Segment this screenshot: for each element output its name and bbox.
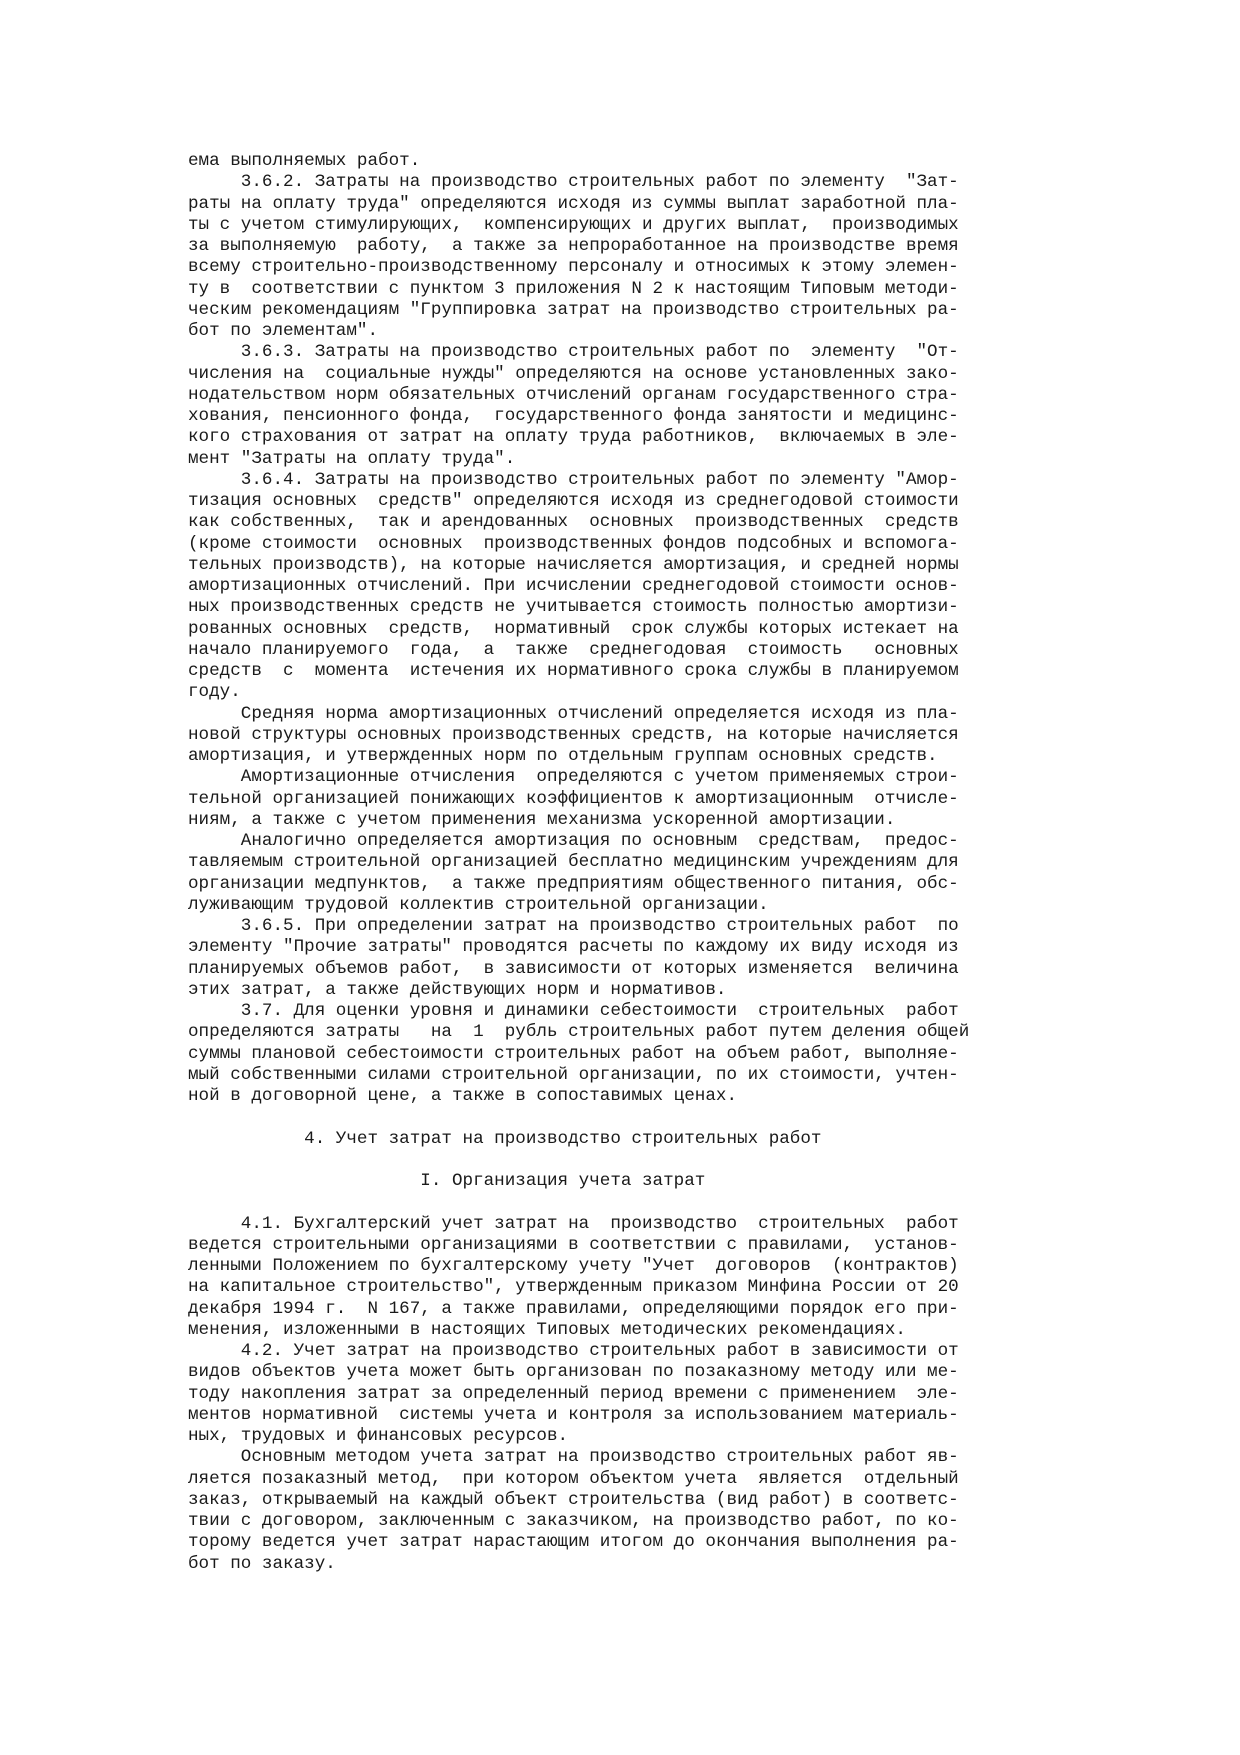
text-line: раты на оплату труда" определяются исходя из суммы выплат заработной пла- (188, 193, 959, 214)
text-line: рованных основных средств, нормативный срок службы которых истекает на (188, 618, 959, 639)
text-line: этих затрат, а также действующих норм и нормативов. (188, 979, 727, 1000)
text-line: хования, пенсионного фонда, государственного фонда занятости и медицинс- (188, 406, 959, 426)
text-line: тельной организацией понижающих коэффициентов к амортизационным отчисле- (188, 788, 959, 809)
text-line: средств с момента истечения их нормативного срока службы в планируемом (188, 661, 959, 681)
text-line: бот по заказу. (188, 1553, 336, 1574)
text-line: кого страхования от затрат на оплату труда работников, включаемых в эле- (188, 427, 959, 448)
text-line: 3.6.4. Затраты на производство строительных работ по элементу "Амор- (188, 469, 959, 490)
text-line: менения, изложенными в настоящих Типовых методических рекомендациях. (188, 1319, 906, 1340)
text-line: амортизационных отчислений. При исчислении среднегодовой стоимости основ- (188, 576, 959, 596)
text-line: 3.7. Для оценки уровня и динамики себестоимости строительных работ (188, 1001, 959, 1021)
text-line (188, 1150, 969, 1171)
text-line: видов объектов учета может быть организован по позаказному методу или ме- (188, 1362, 959, 1383)
text-line: ведется строительными организациями в соответствии с правилами, установ- (188, 1234, 959, 1255)
text-line: декабря 1994 г. N 167, а также правилами, определяющими порядок его при- (188, 1298, 959, 1319)
text-line: всему строительно-производственному персоналу и относимых к этому элемен- (188, 257, 959, 278)
text-line: I. Организация учета затрат (188, 1171, 706, 1191)
text-line: планируемых объемов работ, в зависимости от которых изменяется величина (188, 958, 959, 979)
text-line: 4.2. Учет затрат на производство строительных работ в зависимости от (188, 1341, 959, 1361)
text-line: ляется позаказный метод, при котором объектом учета является отдельный (188, 1468, 959, 1489)
text-line: определяются затраты на 1 рубль строительных работ путем деления общей (188, 1022, 970, 1043)
text-line: бот по элементам". (188, 321, 379, 341)
text-line: Аналогично определяется амортизация по основным средствам, предос- (188, 831, 959, 851)
text-line: твии с договором, заключенным с заказчиком, на производство работ, по ко- (188, 1511, 959, 1531)
text-line: как собственных, так и арендованных основных производственных средств (188, 512, 959, 533)
text-line: году. (188, 682, 241, 703)
text-line: (кроме стоимости основных производственных фондов подсобных и вспомога- (188, 533, 959, 554)
text-line: новой структуры основных производственных средств, на которые начисляется (188, 724, 959, 745)
text-line: тавляемым строительной организацией бесплатно медицинским учреждениям для (188, 852, 959, 873)
text-line: ных производственных средств не учитывается стоимость полностью амортизи- (188, 597, 959, 618)
text-line: тельных производств), на которые начисляется амортизация, и средней нормы (188, 554, 959, 575)
text-line: тоду накопления затрат за определенный период времени с применением эле- (188, 1383, 959, 1404)
text-line: ема выполняемых работ. (188, 151, 421, 171)
text-line: тизация основных средств" определяются исходя из среднегодовой стоимости (188, 491, 959, 511)
text-line: ных, трудовых и финансовых ресурсов. (188, 1426, 569, 1446)
text-line: 3.6.5. При определении затрат на производство строительных работ по (188, 916, 959, 936)
text-line: Амортизационные отчисления определяются с учетом применяемых строи- (188, 767, 959, 788)
text-line: 4. Учет затрат на производство строительных работ (188, 1128, 822, 1149)
text-line: заказ, открываемый на каждый объект строительства (вид работ) в соответс- (188, 1489, 959, 1510)
text-line: нодательством норм обязательных отчислений органам государственного стра- (188, 384, 959, 405)
text-line: ниям, а также с учетом применения механизма ускоренной амортизации. (188, 809, 896, 830)
text-line: Средняя норма амортизационных отчислений определяется исходя из пла- (188, 703, 959, 724)
text-line: ческим рекомендациям "Группировка затрат на производство строительных ра- (188, 299, 959, 320)
text-line: луживающим трудовой коллектив строительной организации. (188, 894, 769, 915)
text-line: Основным методом учета затрат на производство строительных работ яв- (188, 1447, 959, 1468)
text-line: организации медпунктов, а также предприятиям общественного питания, обс- (188, 873, 959, 894)
text-line (188, 1107, 969, 1128)
text-line: за выполняемую работу, а также за непроработанное на производстве время (188, 236, 959, 256)
text-line: числения на социальные нужды" определяются на основе установленных зако- (188, 363, 959, 384)
text-line: 4.1. Бухгалтерский учет затрат на производство строительных работ (188, 1213, 959, 1234)
text-line: суммы плановой себестоимости строительных работ на объем работ, выполняе- (188, 1043, 959, 1064)
text-line: 3.6.2. Затраты на производство строительных работ по элементу "Зат- (188, 172, 959, 193)
text-line: 3.6.3. Затраты на производство строительных работ по элементу "От- (188, 342, 959, 363)
text-line: ментов нормативной системы учета и контроля за использованием материаль- (188, 1404, 959, 1425)
text-line: ленными Положением по бухгалтерскому учету "Учет договоров (контрактов) (188, 1256, 959, 1276)
text-line: торому ведется учет затрат нарастающим итогом до окончания выполнения ра- (188, 1532, 959, 1553)
text-line: начало планируемого года, а также среднегодовая стоимость основных (188, 639, 959, 660)
text-line (188, 1192, 969, 1213)
text-line: элементу "Прочие затраты" проводятся расчеты по каждому их виду исходя из (188, 937, 959, 958)
text-line: ты с учетом стимулирующих, компенсирующих и других выплат, производимых (188, 214, 959, 235)
text-line: ту в соответствии с пунктом 3 приложения N 2 к настоящим Типовым методи- (188, 278, 959, 299)
text-line: мый собственными силами строительной организации, по их стоимости, учтен- (188, 1064, 959, 1085)
text-line: мент "Затраты на оплату труда". (188, 448, 516, 469)
text-line: на капитальное строительство", утвержденным приказом Минфина России от 20 (188, 1277, 959, 1298)
document-text (188, 151, 969, 1575)
text-line: амортизация, и утвержденных норм по отдельным группам основных средств. (188, 746, 938, 766)
text-line: ной в договорной цене, а также в сопоставимых ценах. (188, 1086, 738, 1106)
